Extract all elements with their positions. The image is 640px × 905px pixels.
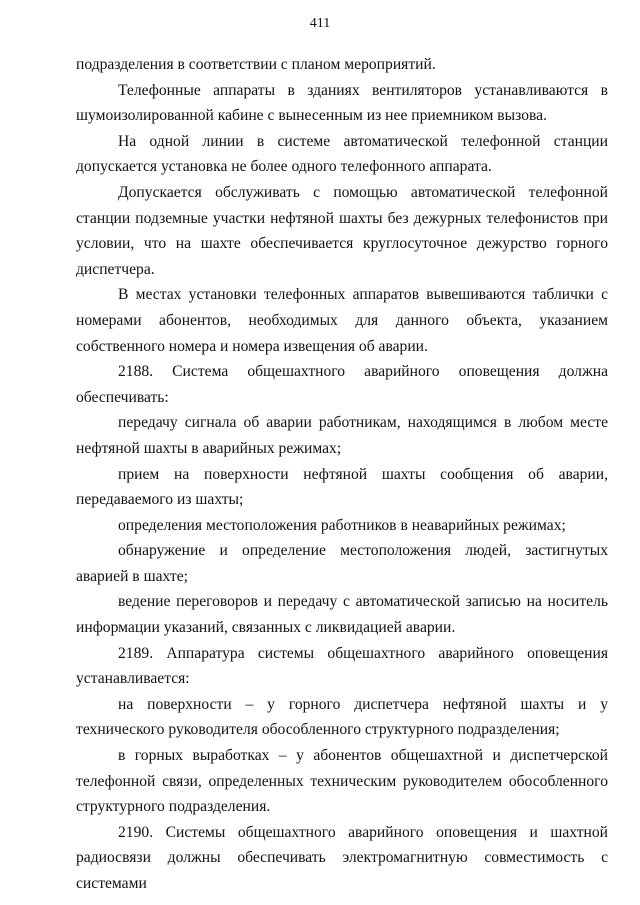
section-2190-heading: 2190. Системы общешахтного аварийного оповещения и шахтной радиосвязи должны обеспечивать электромагнитную совместимость с системами	[76, 823, 608, 892]
list-item: определения местоположения работников в неаварийных режимах;	[118, 516, 566, 534]
list-item: прием на поверхности нефтяной шахты сообщения об аварии, передаваемого из шахты;	[76, 465, 608, 509]
list-item: в горных выработках – у абонентов общешахтной и диспетчерской телефонной связи, определенных техническим руководителем обособленного структурного подразделения.	[76, 747, 608, 816]
section-2189-heading: 2189. Аппаратура системы общешахтного аварийного оповещения устанавливается:	[76, 644, 608, 688]
list-item: на поверхности – у горного диспетчера нефтяной шахты и у технического руководителя обособленного структурного подразделения;	[76, 695, 608, 739]
paragraph: На одной линии в системе автоматической телефонной станции допускается установка не более одного телефонного аппарата.	[76, 132, 608, 176]
list-item: передачу сигнала об аварии работникам, находящимся в любом месте нефтяной шахты в аварийных режимах;	[76, 414, 608, 457]
page-number: 411	[309, 16, 331, 31]
paragraph: Телефонные аппараты в зданиях вентиляторов устанавливаются в шумоизолированной кабине с вынесенным из нее приемником вызова.	[76, 81, 608, 125]
paragraph: В местах установки телефонных аппаратов вывешиваются таблички с номерами абонентов, необходимых для данного объекта, указанием собственного номера и номера извещения об аварии.	[76, 286, 608, 355]
document-body	[76, 52, 608, 897]
list-item: обнаружение и определение местоположения людей, застигнутых аварией в шахте;	[76, 542, 608, 585]
paragraph: Допускается обслуживать с помощью автоматической телефонной станции подземные участки нефтяной шахты без дежурных телефонистов при условии, что на шахте обеспечивается круглосуточное дежурство горного диспетчера.	[76, 183, 608, 278]
section-2188-heading: 2188. Система общешахтного аварийного оповещения должна обеспечивать:	[76, 363, 608, 406]
list-item: ведение переговоров и передачу с автоматической записью на носитель информации указаний, связанных с ликвидацией аварии.	[76, 593, 608, 637]
paragraph: подразделения в соответствии с планом мероприятий.	[76, 56, 436, 73]
